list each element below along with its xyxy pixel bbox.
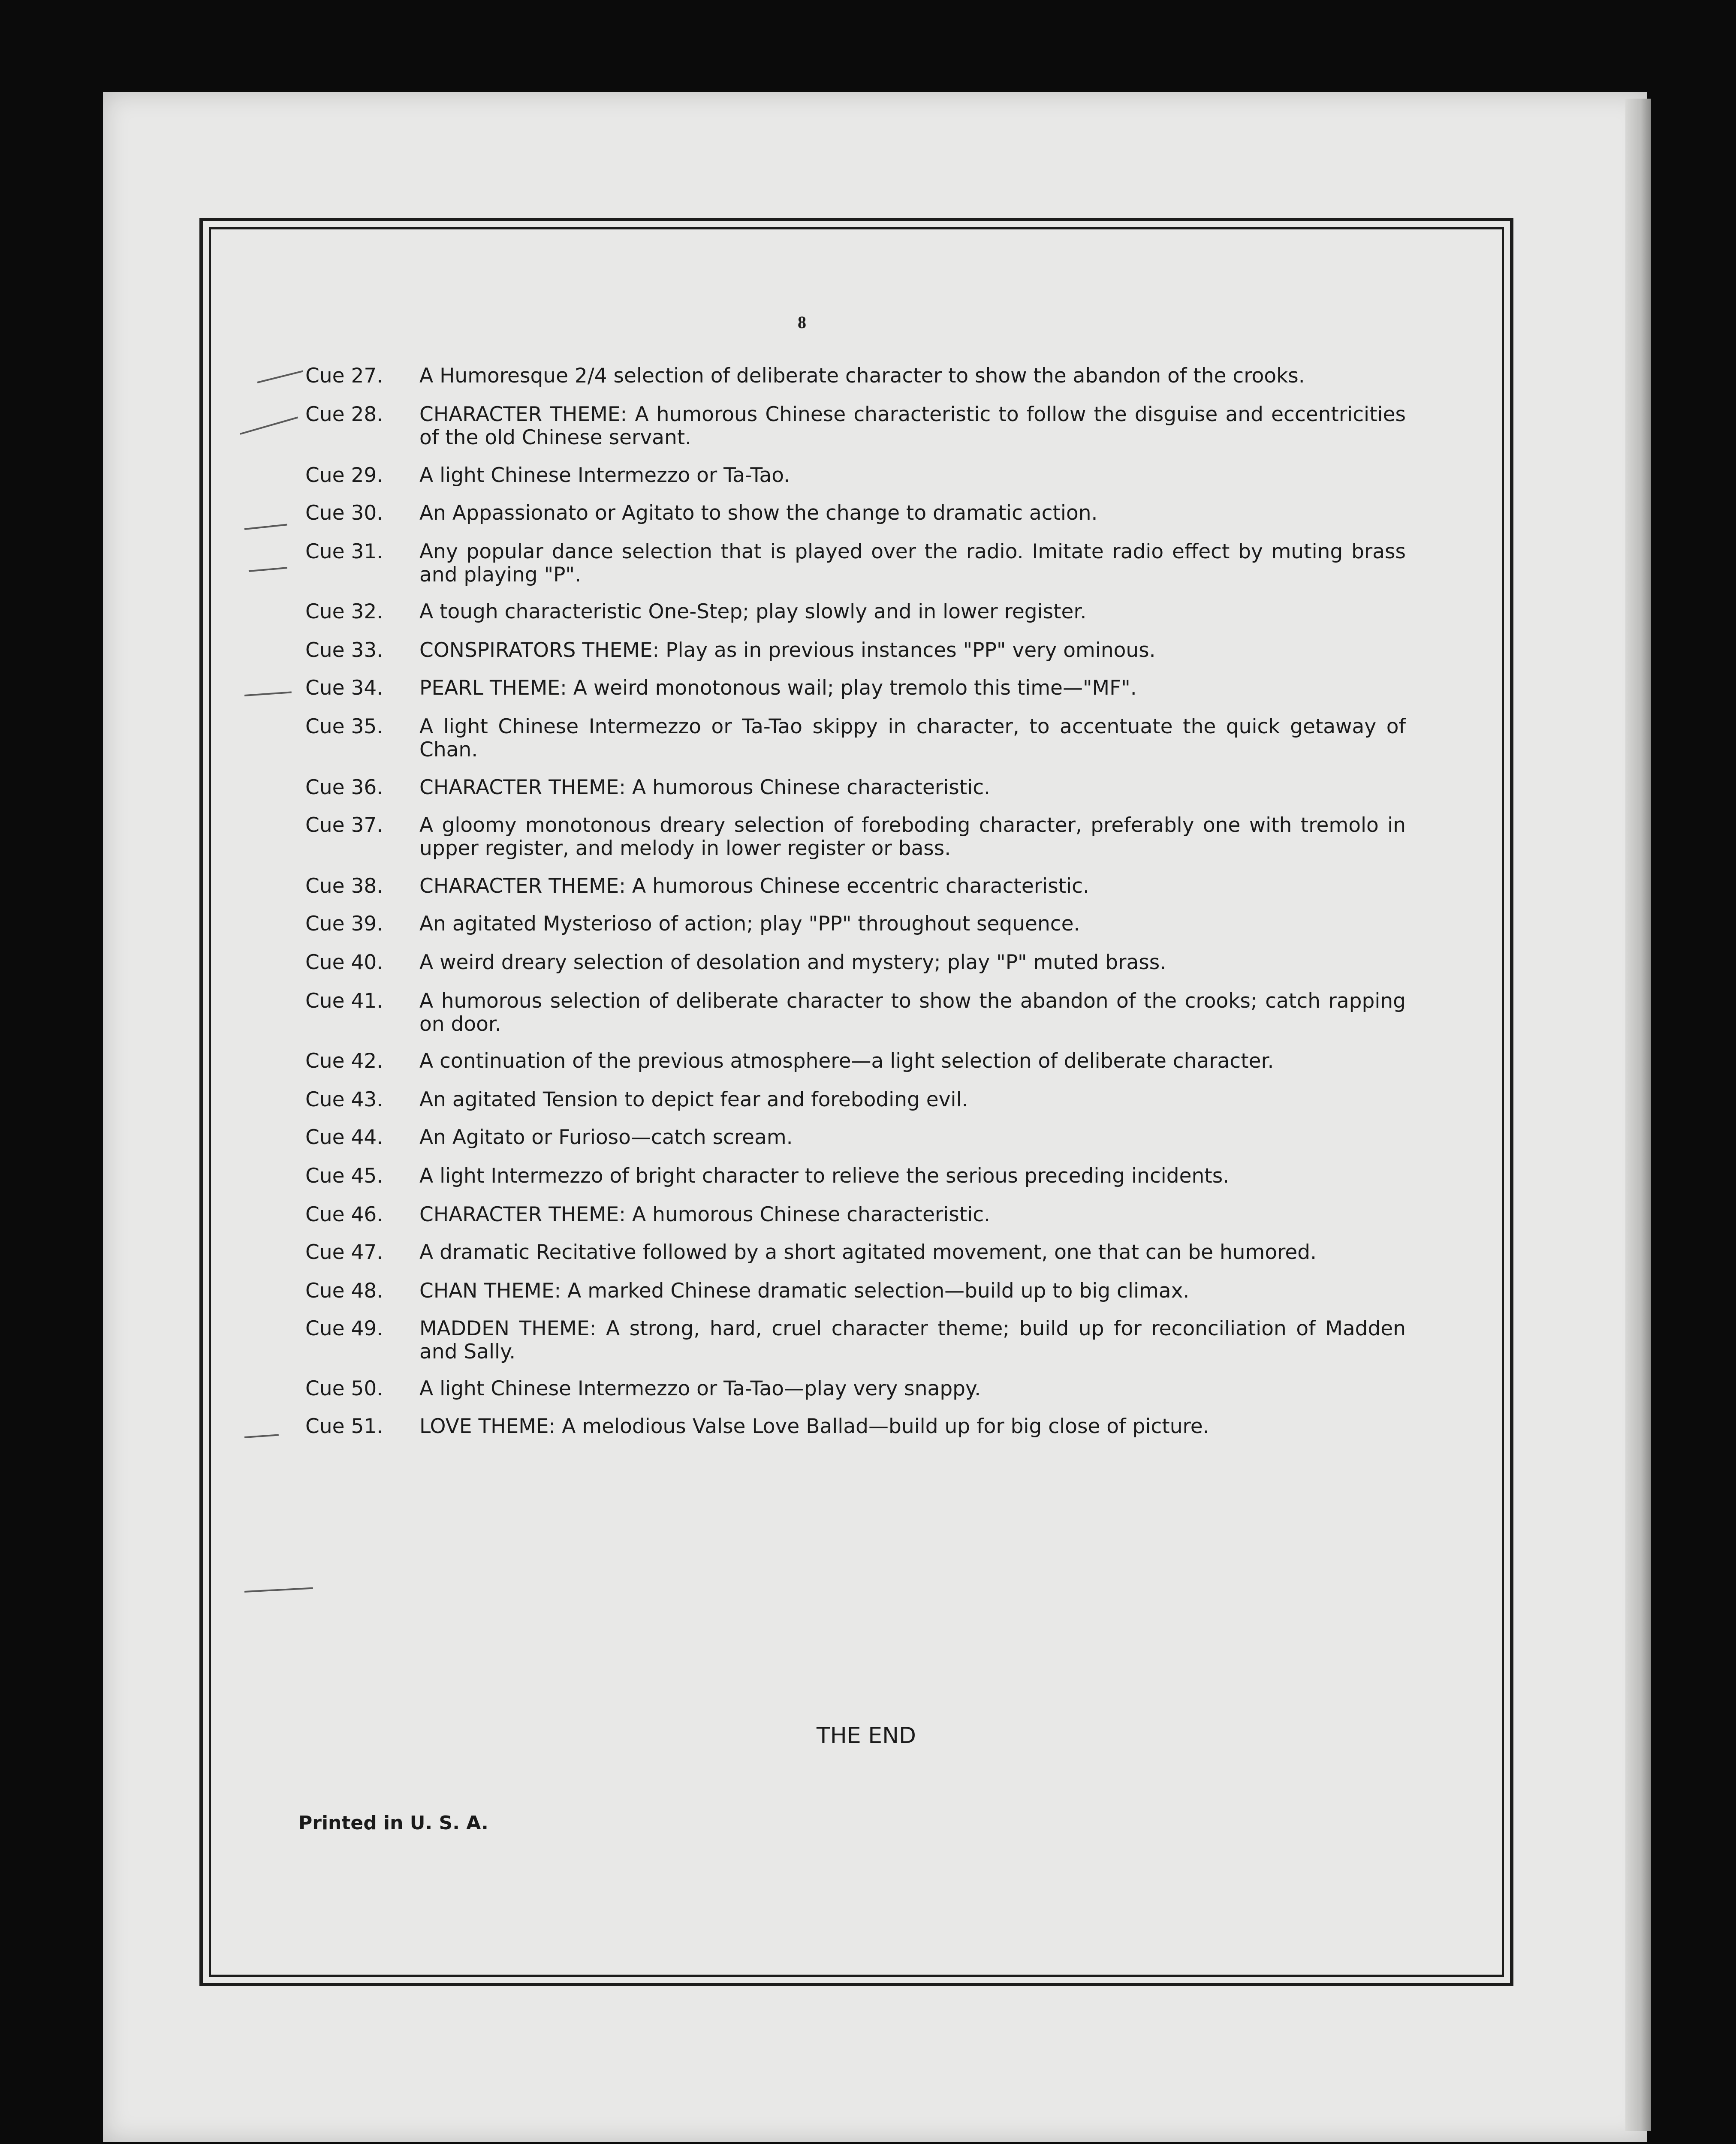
cue-description: A light Chinese Intermezzo or Ta-Tao—play very snappy.: [419, 1377, 981, 1400]
cue-number: Cue 47.: [305, 1241, 383, 1264]
cue-number: Cue 35.: [305, 715, 383, 738]
cue-description: A light Chinese Intermezzo or Ta-Tao.: [419, 464, 790, 487]
cue-description: A tough characteristic One-Step; play slowly and in lower register.: [419, 600, 1087, 623]
cue-description: Any popular dance selection that is played over the radio. Imitate radio effect by muting brass and playing "P".: [419, 540, 1406, 587]
cue-number: Cue 40.: [305, 951, 383, 974]
cue-number: Cue 37.: [305, 813, 383, 837]
cue-description: A continuation of the previous atmosphere—a light selection of deliberate character.: [419, 1049, 1274, 1073]
page-number: 8: [798, 313, 806, 332]
cue-description: CHAN THEME: A marked Chinese dramatic selection—build up to big climax.: [419, 1279, 1190, 1303]
cue-description: A Humoresque 2/4 selection of deliberate character to show the abandon of the crooks.: [419, 364, 1305, 388]
printed-in-usa: Printed in U. S. A.: [298, 1812, 488, 1834]
cue-description: A humorous selection of deliberate character to show the abandon of the crooks; catch rapping on door.: [419, 989, 1406, 1036]
cue-number: Cue 33.: [305, 638, 383, 662]
cue-number: Cue 41.: [305, 989, 383, 1013]
cue-number: Cue 38.: [305, 874, 383, 898]
cue-description: A gloomy monotonous dreary selection of foreboding character, preferably one with tremolo in upper register, and melody in lower register or bass.: [419, 813, 1406, 860]
cue-description: An Agitato or Furioso—catch scream.: [419, 1126, 793, 1149]
paper-edge: [1625, 99, 1651, 2131]
cue-number: Cue 28.: [305, 403, 383, 426]
cue-number: Cue 46.: [305, 1203, 383, 1226]
cue-number: Cue 30.: [305, 501, 383, 525]
cue-description: A light Intermezzo of bright character to relieve the serious preceding incidents.: [419, 1164, 1230, 1188]
cue-number: Cue 36.: [305, 776, 383, 799]
the-end: THE END: [816, 1723, 916, 1749]
cue-number: Cue 48.: [305, 1279, 383, 1303]
cue-description: CHARACTER THEME: A humorous Chinese eccentric characteristic.: [419, 874, 1089, 898]
cue-number: Cue 51.: [305, 1415, 383, 1438]
cue-description: An agitated Mysterioso of action; play "PP" throughout sequence.: [419, 912, 1080, 936]
cue-number: Cue 42.: [305, 1049, 383, 1073]
cue-number: Cue 44.: [305, 1126, 383, 1149]
cue-description: MADDEN THEME: A strong, hard, cruel character theme; build up for reconciliation of Madden and Sally.: [419, 1317, 1406, 1364]
cue-description: PEARL THEME: A weird monotonous wail; play tremolo this time—"MF".: [419, 676, 1137, 700]
cue-description: A light Chinese Intermezzo or Ta-Tao skippy in character, to accentuate the quick getaway of Chan.: [419, 715, 1406, 762]
cue-description: An Appassionato or Agitato to show the change to dramatic action.: [419, 501, 1098, 525]
cue-description: LOVE THEME: A melodious Valse Love Ballad—build up for big close of picture.: [419, 1415, 1209, 1438]
cue-description: CHARACTER THEME: A humorous Chinese characteristic.: [419, 776, 991, 799]
cue-number: Cue 34.: [305, 676, 383, 700]
cue-description: An agitated Tension to depict fear and foreboding evil.: [419, 1088, 968, 1111]
cue-number: Cue 39.: [305, 912, 383, 936]
cue-number: Cue 49.: [305, 1317, 383, 1340]
cue-number: Cue 50.: [305, 1377, 383, 1400]
cue-description: A weird dreary selection of desolation and mystery; play "P" muted brass.: [419, 951, 1166, 974]
cue-description: CHARACTER THEME: A humorous Chinese characteristic to follow the disguise and eccentricities of the old Chinese servant.: [419, 403, 1406, 449]
cue-description: A dramatic Recitative followed by a short agitated movement, one that can be humored.: [419, 1241, 1317, 1264]
cue-number: Cue 45.: [305, 1164, 383, 1188]
cue-number: Cue 29.: [305, 464, 383, 487]
cue-description: CONSPIRATORS THEME: Play as in previous instances "PP" very ominous.: [419, 638, 1156, 662]
cue-number: Cue 32.: [305, 600, 383, 623]
cue-description: CHARACTER THEME: A humorous Chinese characteristic.: [419, 1203, 991, 1226]
cue-number: Cue 27.: [305, 364, 383, 388]
cue-number: Cue 31.: [305, 540, 383, 563]
cue-number: Cue 43.: [305, 1088, 383, 1111]
